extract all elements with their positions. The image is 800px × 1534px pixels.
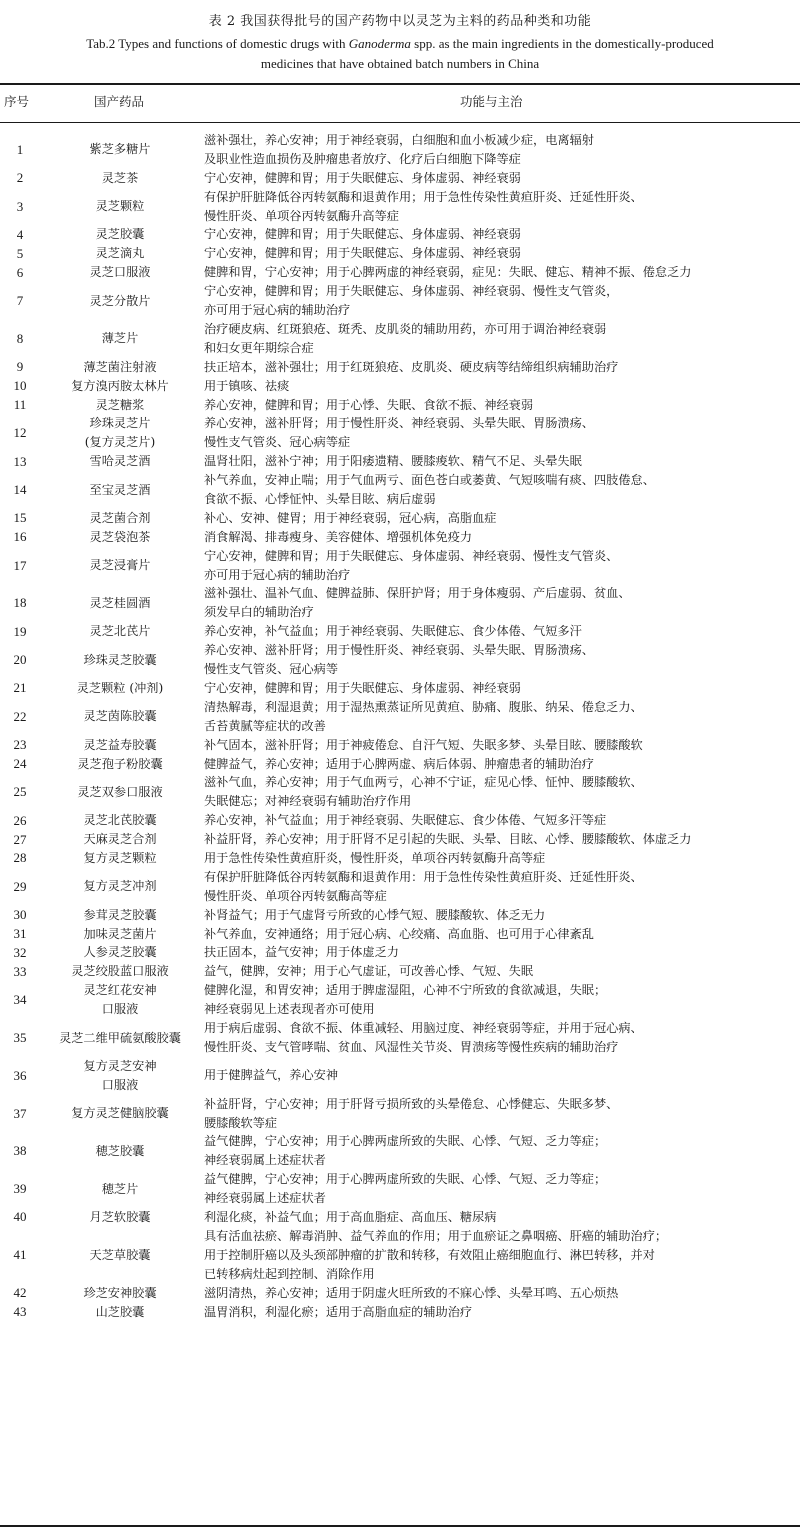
drug-function bbox=[200, 736, 800, 755]
row-index: 15 bbox=[13, 510, 27, 526]
drug-name bbox=[40, 849, 200, 868]
row-index: 30 bbox=[13, 907, 27, 923]
header-function: 功能与主治 bbox=[460, 94, 523, 109]
drug-function bbox=[200, 547, 800, 585]
drug-name-line: 口服液 bbox=[101, 1002, 139, 1017]
drug-name-line: 灵芝茶 bbox=[101, 170, 139, 185]
drug-name bbox=[40, 140, 200, 159]
drug-name bbox=[40, 925, 200, 944]
table-caption-zh: 表 2 我国获得批号的国产药物中以灵芝为主料的药品种类和功能 bbox=[208, 14, 592, 29]
drug-function-line: 有保护肝脏降低谷丙转氨酶和退黄作用；用于急性传染性黄疸肝炎、迁延性肝炎、 bbox=[204, 189, 643, 204]
table-row bbox=[0, 414, 800, 452]
drug-name-line: 灵芝滴丸 bbox=[95, 246, 145, 261]
drug-name-line: 加味灵芝菌片 bbox=[83, 926, 157, 941]
drug-name-line: 灵芝颗粒 bbox=[95, 199, 145, 214]
drug-function-line: 滋补强壮、温补气血、健脾益肺、保肝护肾；用于身体瘦弱、产后虚弱、贫血、 bbox=[204, 586, 631, 601]
drug-name-line: 灵芝北芪片 bbox=[89, 624, 151, 639]
drug-function-line: 温肾壮阳，滋补宁神；用于阳痿遗精、腰膝痠软、精气不足、头晕失眠 bbox=[204, 454, 582, 469]
drug-name bbox=[40, 594, 200, 613]
table-row bbox=[0, 396, 800, 415]
drug-name-line: 灵芝颗粒 (冲剂) bbox=[76, 680, 164, 695]
drug-name-line: 复方灵芝安神 bbox=[83, 1058, 157, 1073]
table-row bbox=[0, 225, 800, 244]
drug-name bbox=[40, 1057, 200, 1095]
drug-name bbox=[40, 556, 200, 575]
row-index: 42 bbox=[13, 1285, 27, 1301]
drug-function bbox=[200, 773, 800, 811]
table-row bbox=[0, 1095, 800, 1133]
drug-name bbox=[40, 528, 200, 547]
drug-function bbox=[200, 188, 800, 226]
drug-function-line: 补气养血，安神止喘；用于气血两亏、面色苍白或萎黄、气短咳喘有痰、四肢倦怠、 bbox=[204, 473, 655, 488]
table-row bbox=[0, 1208, 800, 1227]
drug-function bbox=[200, 849, 800, 868]
drug-function bbox=[200, 414, 800, 452]
row-index: 16 bbox=[13, 529, 27, 545]
row-index: 8 bbox=[16, 330, 24, 346]
drug-function-line: 腰膝酸软等症 bbox=[204, 1115, 278, 1130]
drug-name-line: 口服液 bbox=[101, 1077, 139, 1092]
drug-function-line: 有保护肝脏降低谷丙转氨酶和退黄作用：用于急性传染性黄疸肝炎、迁延性肝炎、 bbox=[204, 869, 643, 884]
table-row bbox=[0, 471, 800, 509]
table-row bbox=[0, 981, 800, 1019]
row-index: 6 bbox=[16, 264, 24, 280]
drug-name-line: 珍芝安神胶囊 bbox=[83, 1285, 157, 1300]
drug-function-line: 补益肝肾，养心安神；用于肝肾不足引起的失眠、头晕、目眩、心悸、腰膝酸软、体虚乏力 bbox=[204, 832, 692, 847]
drug-function-line: 健脾和胃，宁心安神；用于心脾两虚的神经衰弱，症见：失眠、健忘、精神不振、倦怠乏力 bbox=[204, 265, 692, 280]
row-index: 21 bbox=[13, 680, 27, 696]
row-index: 11 bbox=[13, 396, 27, 412]
drug-function bbox=[200, 925, 800, 944]
drug-name bbox=[40, 452, 200, 471]
drug-function bbox=[200, 1227, 800, 1284]
drug-function bbox=[200, 452, 800, 471]
row-index: 28 bbox=[13, 850, 27, 866]
drug-function-line: 慢性支气管炎、冠心病等 bbox=[204, 662, 339, 677]
drug-function-line: 宁心安神，健脾和胃；用于失眠健忘、身体虚弱、神经衰弱 bbox=[204, 227, 521, 242]
row-index: 29 bbox=[13, 878, 27, 894]
row-index: 9 bbox=[16, 359, 24, 375]
drug-name-line: 灵芝益寿胶囊 bbox=[83, 737, 157, 752]
drug-function-line: 扶正固本，益气安神；用于体虚乏力 bbox=[204, 945, 399, 960]
table-header-rule bbox=[0, 122, 800, 123]
row-index: 41 bbox=[13, 1247, 27, 1263]
row-index: 26 bbox=[13, 812, 27, 828]
table-row bbox=[0, 452, 800, 471]
drug-name bbox=[40, 1208, 200, 1227]
drug-name-line: 灵芝红花安神 bbox=[83, 983, 157, 998]
drug-function-line: 扶正培本，滋补强壮；用于红斑狼疮、皮肌炎、硬皮病等结缔组织病辅助治疗 bbox=[204, 359, 619, 374]
drug-function-line: 滋补强壮，养心安神；用于神经衰弱，白细胞和血小板减少症，电离辐射 bbox=[204, 133, 594, 147]
drug-name bbox=[40, 414, 200, 452]
drug-name-line: (复方灵芝片) bbox=[84, 435, 156, 450]
drug-name-line: 薄芝菌注射液 bbox=[83, 359, 157, 374]
drug-function-line: 温胃消积，利湿化瘀；适用于高脂血症的辅助治疗 bbox=[204, 1304, 473, 1319]
drug-name-line: 复方溴丙胺太林片 bbox=[71, 378, 169, 393]
drug-name-line: 灵芝绞股蓝口服液 bbox=[71, 964, 169, 979]
drug-name-line: 灵芝桂圆酒 bbox=[89, 595, 151, 610]
table-row bbox=[0, 547, 800, 585]
row-index: 37 bbox=[13, 1105, 27, 1121]
drug-function bbox=[200, 755, 800, 774]
drug-function-line: 神经衰弱属上述症状者 bbox=[204, 1191, 326, 1206]
drug-function-line: 亦可用于冠心病的辅助治疗 bbox=[204, 303, 351, 318]
table-row bbox=[0, 962, 800, 981]
drug-function bbox=[200, 169, 800, 188]
table-row bbox=[0, 1284, 800, 1303]
drug-function bbox=[200, 1208, 800, 1227]
drug-name bbox=[40, 622, 200, 641]
row-index: 20 bbox=[13, 652, 27, 668]
row-index: 3 bbox=[16, 198, 24, 214]
drug-function-line: 治疗硬皮病、红斑狼疮、斑秃、皮肌炎的辅助用药，亦可用于调治神经衰弱 bbox=[204, 321, 607, 336]
row-index: 19 bbox=[13, 623, 27, 639]
drug-function bbox=[200, 811, 800, 830]
row-index: 7 bbox=[16, 293, 24, 309]
drug-name-line: 珍珠灵芝片 bbox=[89, 416, 151, 431]
drug-name bbox=[40, 263, 200, 282]
drug-name bbox=[40, 1303, 200, 1322]
drug-name-line: 复方灵芝健脑胶囊 bbox=[71, 1106, 169, 1121]
table-row bbox=[0, 773, 800, 811]
drug-function-line: 用于控制肝癌以及头颈部肿瘤的扩散和转移，有效阻止癌细胞血行、淋巴转移，并对 bbox=[204, 1247, 655, 1262]
drug-name bbox=[40, 225, 200, 244]
drug-name-line: 穂芝胶囊 bbox=[95, 1143, 145, 1158]
caption-en-prefix: Tab.2 Types and functions of domestic drugs with bbox=[86, 36, 349, 51]
drug-function-line: 用于急性传染性黄疸肝炎，慢性肝炎，单项谷丙转氨酶升高等症 bbox=[204, 851, 546, 866]
drug-function bbox=[200, 698, 800, 736]
drug-function-line: 已转移病灶起到控制、消除作用 bbox=[204, 1266, 375, 1281]
table-row bbox=[0, 1170, 800, 1208]
caption-en-line2: medicines that have obtained batch numbers in China bbox=[260, 56, 540, 71]
table-row bbox=[0, 1303, 800, 1322]
table-row bbox=[0, 943, 800, 962]
table-row bbox=[0, 641, 800, 679]
header-index: 序号 bbox=[4, 94, 30, 109]
drug-name bbox=[40, 1029, 200, 1048]
drug-function-line: 慢性肝炎、单项谷丙转氨酶升高等症 bbox=[204, 208, 399, 223]
table-row bbox=[0, 736, 800, 755]
row-index: 40 bbox=[13, 1209, 27, 1225]
row-index: 32 bbox=[13, 944, 27, 960]
drug-name bbox=[40, 981, 200, 1019]
drug-function bbox=[200, 471, 800, 509]
drug-function-line: 益气，健脾，安神；用于心气虚证，可改善心悸、气短、失眠 bbox=[204, 964, 534, 979]
drug-function-line: 宁心安神，健脾和胃；用于失眠健忘、身体虚弱、神经衰弱、慢性支气管炎、 bbox=[204, 548, 619, 563]
drug-function bbox=[200, 943, 800, 962]
table-row bbox=[0, 925, 800, 944]
drug-function bbox=[200, 1095, 800, 1133]
drug-function bbox=[200, 679, 800, 698]
row-index: 4 bbox=[16, 226, 24, 242]
row-index: 39 bbox=[13, 1181, 27, 1197]
row-index: 1 bbox=[16, 141, 24, 157]
row-index: 38 bbox=[13, 1143, 27, 1159]
row-index: 23 bbox=[13, 737, 27, 753]
drug-name-line: 紫芝多糖片 bbox=[89, 142, 151, 157]
drug-name-line: 灵芝袋泡茶 bbox=[89, 529, 151, 544]
drug-function bbox=[200, 1019, 800, 1057]
drug-name bbox=[40, 877, 200, 896]
drug-function-line: 补气养血，安神通络；用于冠心病、心绞痛、高血脂、也可用于心律紊乱 bbox=[204, 926, 594, 941]
drug-name bbox=[40, 651, 200, 670]
table-row bbox=[0, 358, 800, 377]
drug-name-line: 灵芝胶囊 bbox=[95, 227, 145, 242]
drug-function bbox=[200, 377, 800, 396]
drug-name-line: 灵芝浸膏片 bbox=[89, 558, 151, 573]
drug-name-line: 灵芝茵陈胶囊 bbox=[83, 709, 157, 724]
row-index: 2 bbox=[16, 170, 24, 186]
drug-name-line: 薄芝片 bbox=[101, 331, 139, 346]
drug-name bbox=[40, 811, 200, 830]
drug-function-line: 食欲不振、心悸怔忡、头晕目眩、病后虚弱 bbox=[204, 492, 436, 507]
drug-name-line: 珍珠灵芝胶囊 bbox=[83, 652, 157, 667]
drug-name bbox=[40, 1180, 200, 1199]
row-index: 17 bbox=[13, 557, 27, 573]
drug-function-line: 舌苔黄腻等症状的改善 bbox=[204, 718, 326, 733]
drug-name bbox=[40, 1284, 200, 1303]
drug-name bbox=[40, 481, 200, 500]
drug-name bbox=[40, 1142, 200, 1161]
row-index: 10 bbox=[13, 378, 27, 394]
drug-function-line: 宁心安神，健脾和胃；用于失眠健忘、身体虚弱、神经衰弱 bbox=[204, 680, 521, 695]
drug-name bbox=[40, 1104, 200, 1123]
drug-function bbox=[200, 830, 800, 849]
drug-name bbox=[40, 783, 200, 802]
drug-function-line: 养心安神，补气益血；用于神经衰弱、失眠健忘、食少体倦、气短多汗等症 bbox=[204, 813, 607, 828]
drug-function-line: 滋阴清热，养心安神；适用于阴虚火旺所致的不寐心悸、头晕耳鸣、五心烦热 bbox=[204, 1285, 619, 1300]
drug-function-line: 健脾化湿，和胃安神；适用于脾虚湿阻，心神不宁所致的食欲减退，失眠； bbox=[204, 983, 607, 998]
drug-function-line: 用于健脾益气，养心安神 bbox=[204, 1068, 339, 1083]
drug-name bbox=[40, 679, 200, 698]
drug-function-line: 宁心安神，健脾和胃；用于失眠健忘、身体虚弱、神经衰弱 bbox=[204, 170, 521, 185]
drug-function-line: 及职业性造血损伤及肿瘤患者放疗、化疗后白细胞下降等症 bbox=[204, 151, 521, 166]
table-row bbox=[0, 169, 800, 188]
row-index: 18 bbox=[13, 595, 27, 611]
drug-function-line: 用于病后虚弱、食欲不振、体重减轻、用脑过度、神经衰弱等症，并用于冠心病、 bbox=[204, 1021, 643, 1036]
table-row bbox=[0, 755, 800, 774]
drug-function-line: 健脾益气，养心安神；适用于心脾两虚、病后体弱、肿瘤患者的辅助治疗 bbox=[204, 756, 594, 771]
drug-function-line: 失眠健忘；对神经衰弱有辅助治疗作用 bbox=[204, 794, 412, 809]
drug-function-line: 补肾益气；用于气虚肾亏所致的心悸气短、腰膝酸软、体乏无力 bbox=[204, 907, 546, 922]
row-index: 24 bbox=[13, 755, 27, 771]
table-row bbox=[0, 1132, 800, 1170]
drug-function bbox=[200, 263, 800, 282]
row-index: 12 bbox=[13, 425, 27, 441]
drug-name bbox=[40, 244, 200, 263]
drug-function-line: 亦可用于冠心病的辅助治疗 bbox=[204, 567, 351, 582]
drug-name-line: 灵芝双参口服液 bbox=[77, 784, 163, 799]
table-caption-en bbox=[40, 34, 760, 74]
drug-name-line: 复方灵芝冲剂 bbox=[83, 879, 157, 894]
row-index: 33 bbox=[13, 963, 27, 979]
row-index: 27 bbox=[13, 831, 27, 847]
drug-name-line: 灵芝孢子粉胶囊 bbox=[77, 756, 163, 771]
drug-name-line: 天麻灵芝合剂 bbox=[83, 832, 157, 847]
table-row bbox=[0, 906, 800, 925]
drug-name-line: 灵芝二维甲硫氨酸胶囊 bbox=[59, 1030, 181, 1045]
drug-function-line: 神经衰弱属上述症状者 bbox=[204, 1153, 326, 1168]
drug-name-line: 参茸灵芝胶囊 bbox=[83, 907, 157, 922]
drug-function bbox=[200, 962, 800, 981]
table-row bbox=[0, 622, 800, 641]
drug-function bbox=[200, 131, 800, 169]
drug-name bbox=[40, 1246, 200, 1265]
drug-function bbox=[200, 320, 800, 358]
drug-function bbox=[200, 1303, 800, 1322]
drug-function bbox=[200, 396, 800, 415]
drug-function bbox=[200, 868, 800, 906]
drug-name-line: 灵芝北芪胶囊 bbox=[83, 813, 157, 828]
drug-name-line: 天芝草胶囊 bbox=[89, 1247, 151, 1262]
row-index: 35 bbox=[13, 1029, 27, 1045]
table-row bbox=[0, 1057, 800, 1095]
drug-function bbox=[200, 622, 800, 641]
drug-name bbox=[40, 358, 200, 377]
row-index: 34 bbox=[13, 992, 27, 1008]
table-row bbox=[0, 584, 800, 622]
table-row bbox=[0, 811, 800, 830]
drug-function bbox=[200, 509, 800, 528]
drug-name-line: 月芝软胶囊 bbox=[89, 1210, 151, 1225]
table-row bbox=[0, 679, 800, 698]
drug-function-line: 慢性肝炎、支气管哮喘、贫血、风湿性关节炎、胃溃疡等慢性疾病的辅助治疗 bbox=[204, 1039, 619, 1054]
drug-name bbox=[40, 377, 200, 396]
drug-function bbox=[200, 906, 800, 925]
drug-name bbox=[40, 962, 200, 981]
drug-function bbox=[200, 981, 800, 1019]
drug-function-line: 须发早白的辅助治疗 bbox=[204, 605, 314, 620]
table-body bbox=[0, 131, 800, 1321]
drug-function-line: 和妇女更年期综合症 bbox=[204, 340, 314, 355]
drug-function-line: 利湿化痰，补益气血；用于高血脂症、高血压、糖尿病 bbox=[204, 1210, 497, 1225]
drug-name-line: 山芝胶囊 bbox=[95, 1304, 145, 1319]
drug-name-line: 至宝灵芝酒 bbox=[89, 482, 151, 497]
drug-name-line: 灵芝菌合剂 bbox=[89, 510, 151, 525]
drug-name bbox=[40, 396, 200, 415]
row-index: 5 bbox=[16, 245, 24, 261]
drug-function-line: 慢性肝炎、单项谷丙转氨酶高等症 bbox=[204, 888, 387, 903]
drug-function-line: 益气健脾，宁心安神；用于心脾两虚所致的失眠、心悸、气短、乏力等症； bbox=[204, 1134, 607, 1149]
table-row bbox=[0, 698, 800, 736]
table-row bbox=[0, 509, 800, 528]
drug-name bbox=[40, 197, 200, 216]
drug-function-line: 补益肝肾，宁心安神；用于肝肾亏损所致的头晕倦怠、心悸健忘、失眠多梦、 bbox=[204, 1096, 619, 1111]
drug-function-line: 养心安神，补气益血；用于神经衰弱、失眠健忘、食少体倦、气短多汗 bbox=[204, 624, 582, 639]
drug-name-line: 穂芝片 bbox=[101, 1181, 139, 1196]
drug-name-line: 灵芝糖浆 bbox=[95, 397, 145, 412]
drug-name bbox=[40, 736, 200, 755]
row-index: 36 bbox=[13, 1067, 27, 1083]
drug-name bbox=[40, 509, 200, 528]
drug-function bbox=[200, 1132, 800, 1170]
drug-function-line: 宁心安神，健脾和胃；用于失眠健忘、身体虚弱、神经衰弱 bbox=[204, 246, 521, 261]
drug-name bbox=[40, 906, 200, 925]
table-row bbox=[0, 528, 800, 547]
table-row bbox=[0, 377, 800, 396]
row-index: 14 bbox=[13, 482, 27, 497]
drug-function-line: 神经衰弱见上述表现者亦可使用 bbox=[204, 1002, 375, 1017]
table-row bbox=[0, 849, 800, 868]
table-row bbox=[0, 830, 800, 849]
drug-function-line: 养心安神、滋补肝肾；用于慢性肝炎、神经衰弱、头晕失眠、胃肠溃疡、 bbox=[204, 643, 594, 658]
drug-function bbox=[200, 641, 800, 679]
table-row bbox=[0, 320, 800, 358]
drug-name bbox=[40, 943, 200, 962]
drug-name-line: 灵芝口服液 bbox=[89, 265, 151, 280]
caption-en-line1-end: spp. as the main ingredients in the domestically-produced bbox=[410, 36, 714, 51]
header-drug: 国产药品 bbox=[94, 94, 145, 109]
drug-function-line: 消食解渴、排毒瘦身、美容健体、增强机体免疫力 bbox=[204, 529, 473, 544]
drug-function-line: 益气健脾，宁心安神；用于心脾两虚所致的失眠、心悸、气短、乏力等症； bbox=[204, 1172, 607, 1187]
caption-en-genus: Ganoderma bbox=[348, 36, 411, 51]
drug-function bbox=[200, 358, 800, 377]
row-index: 22 bbox=[13, 708, 27, 724]
drug-function bbox=[200, 584, 800, 622]
drug-function-line: 养心安神，滋补肝肾；用于慢性肝炎、神经衰弱、头晕失眠、胃肠溃疡、 bbox=[204, 416, 594, 431]
row-index: 13 bbox=[13, 453, 27, 469]
drug-name-line: 灵芝分散片 bbox=[89, 293, 151, 308]
drug-function-line: 滋补气血，养心安神；用于气血两亏，心神不宁证，症见心悸、怔忡、腰膝酸软、 bbox=[204, 775, 643, 790]
table-row bbox=[0, 1019, 800, 1057]
drug-function bbox=[200, 244, 800, 263]
table-top-rule bbox=[0, 83, 800, 85]
drug-name bbox=[40, 755, 200, 774]
table-row bbox=[0, 188, 800, 226]
drug-function-line: 宁心安神，健脾和胃；用于失眠健忘、身体虚弱、神经衰弱、慢性支气管炎， bbox=[204, 284, 619, 299]
drug-function bbox=[200, 528, 800, 547]
drug-name-line: 人参灵芝胶囊 bbox=[83, 945, 157, 960]
table-row bbox=[0, 1227, 800, 1284]
drug-function-line: 清热解毒，利湿退黄；用于湿热熏蒸证所见黄疸、胁痛、腹胀、纳呆、倦怠乏力、 bbox=[204, 699, 643, 714]
table-bottom-rule bbox=[0, 1525, 800, 1527]
drug-function-line: 补心、安神、健胃；用于神经衰弱，冠心病，高脂血症 bbox=[204, 510, 497, 525]
table-row bbox=[0, 868, 800, 906]
drug-function bbox=[200, 282, 800, 320]
drug-function bbox=[200, 1066, 800, 1085]
drug-function-line: 慢性支气管炎、冠心病等症 bbox=[204, 435, 351, 450]
drug-name-line: 雪哈灵芝酒 bbox=[89, 454, 151, 469]
row-index: 43 bbox=[13, 1303, 27, 1319]
drug-name bbox=[40, 707, 200, 726]
drug-name bbox=[40, 292, 200, 311]
drug-function-line: 补气固本，滋补肝肾；用于神疲倦怠、自汗气短、失眠多梦、头晕目眩、腰膝酸软 bbox=[204, 737, 643, 752]
drug-function bbox=[200, 1170, 800, 1208]
drug-name-line: 复方灵芝颗粒 bbox=[83, 851, 157, 866]
drug-function bbox=[200, 1284, 800, 1303]
drug-name bbox=[40, 329, 200, 348]
drug-function-line: 养心安神，健脾和胃；用于心悸、失眠、食欲不振、神经衰弱 bbox=[204, 397, 534, 412]
drug-function bbox=[200, 225, 800, 244]
table-row bbox=[0, 263, 800, 282]
table-row bbox=[0, 282, 800, 320]
table-row bbox=[0, 244, 800, 263]
table-row bbox=[0, 131, 800, 169]
drug-name bbox=[40, 169, 200, 188]
drug-name bbox=[40, 830, 200, 849]
row-index: 31 bbox=[13, 926, 27, 942]
row-index: 25 bbox=[13, 784, 27, 800]
drug-function-line: 用于镇咳、祛痰 bbox=[204, 378, 290, 393]
drug-function-line: 具有活血祛瘀、解毒消肿、益气养血的作用；用于血瘀证之鼻咽癌、肝癌的辅助治疗； bbox=[204, 1228, 668, 1243]
